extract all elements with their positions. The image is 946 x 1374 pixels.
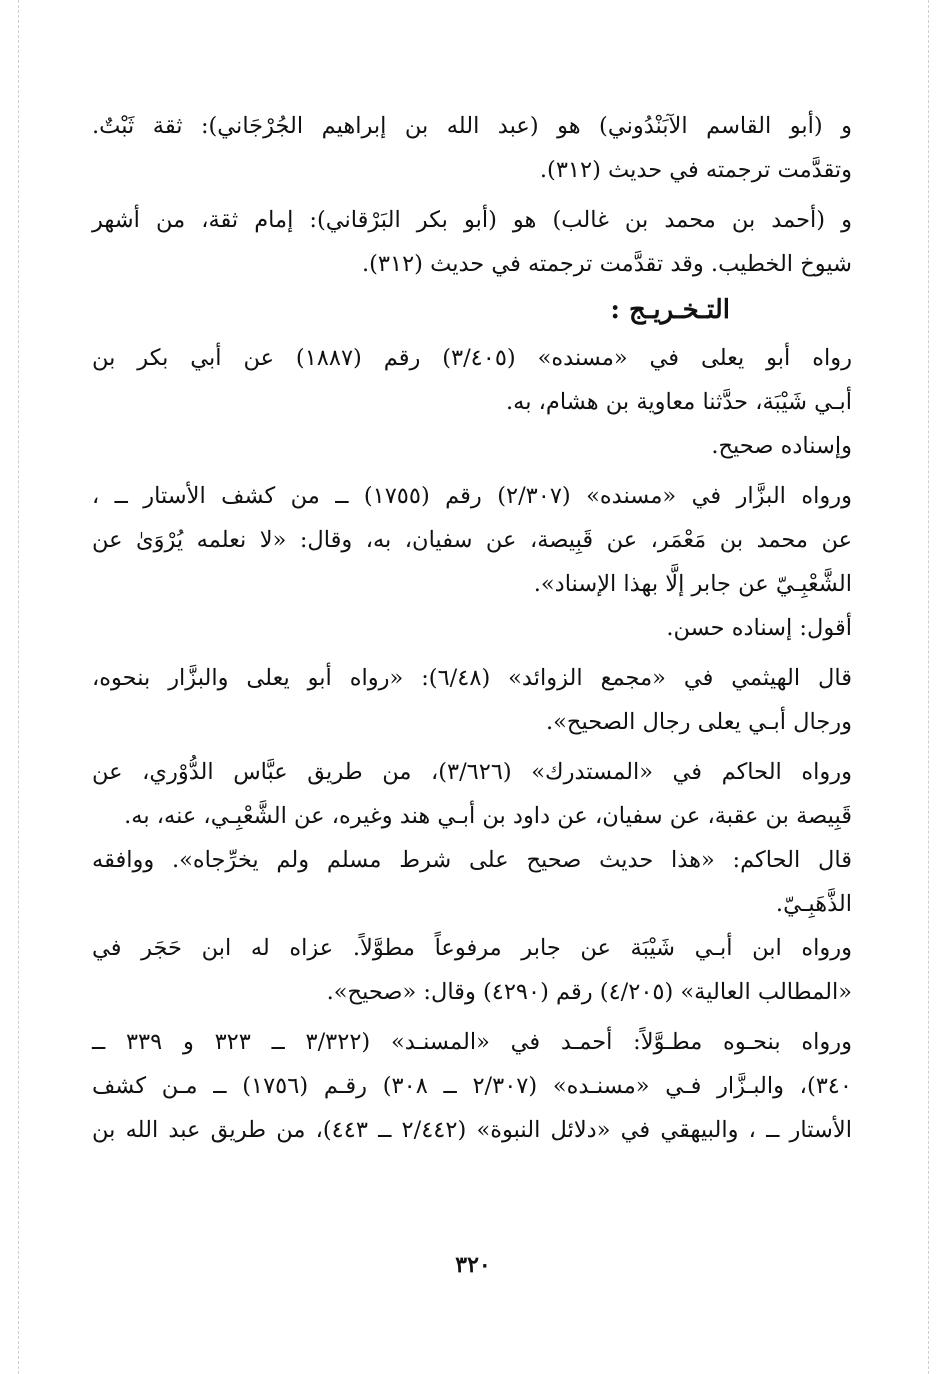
text-line: ورواه ابن أبـي شَيْبَة عن جابر مرفوعاً مطوَّلاً. عزاه له ابن حَجَر في — [92, 935, 852, 961]
text-line: ورجال أبـي يعلى رجال الصحيح». — [546, 709, 852, 735]
text-line: وتقدَّمت ترجمته في حديث (٣١٢). — [539, 157, 852, 183]
text-line: ورواه البزَّار في «مسنده» (٢/٣٠٧) رقم (١٧٥٥) ــ من كشف الأستار ــ ، — [92, 483, 852, 509]
text-line: رواه أبو يعلى في «مسنده» (٣/٤٠٥) رقم (١٨٨٧) عن أبي بكر بن — [92, 345, 852, 371]
paragraph-barqani — [92, 198, 852, 286]
text-line: ٣٤٠)، والبـزَّار فـي «مسنـده» (٢/٣٠٧ ــ ٣٠٨) رقـم (١٧٥٦) ــ مـن كشف — [92, 1073, 852, 1099]
paragraph-isnad-sahih — [92, 424, 852, 468]
page-body — [92, 104, 852, 1152]
text-line: الأستار ــ ، والبيهقي في «دلائل النبوة» (٢/٤٤٢ ــ ٤٤٣)، من طريق عبد الله بن — [92, 1117, 852, 1143]
right-margin-rule — [928, 0, 929, 1374]
section-heading-takhrij: التـخـريـج : — [610, 295, 730, 325]
text-line: و (أحمد بن محمد بن غالب) هو (أبو بكر البَرْقاني): إمام ثقة، من أشهر — [92, 207, 852, 233]
text-line: ورواه بنحـوه مطـوَّلاً: أحمـد في «المسنـد» (٣/٣٢٢ ــ ٣٢٣ و ٣٣٩ ــ — [92, 1029, 852, 1055]
paragraph-abu-yala — [92, 336, 852, 424]
left-margin-rule — [18, 0, 19, 1374]
paragraph-haythami — [92, 656, 852, 744]
page-number: ٣٢٠ — [455, 1252, 491, 1278]
text-line: أبـي شَيْبَة، حدَّثنا معاوية بن هشام، به. — [506, 389, 852, 415]
text-line: قال الهيثمي في «مجمع الزوائد» (٦/٤٨): «رواه أبو يعلى والبزَّار بنحوه، — [92, 665, 852, 691]
text-line: شيوخ الخطيب. وقد تقدَّمت ترجمته في حديث (٣١٢). — [361, 251, 852, 277]
text-line: الذَّهَبِـيّ. — [775, 891, 852, 917]
paragraph-hakim-statement — [92, 838, 852, 926]
paragraph-bazzar — [92, 474, 852, 606]
text-line: قَبِيصة بن عقبة، عن سفيان، عن داود بن أبـي هند وغيره، عن الشَّعْبِـي، عنه، به. — [124, 803, 852, 829]
text-line: قال الحاكم: «هذا حديث صحيح على شرط مسلم ولم يخرِّجاه». ووافقه — [92, 847, 852, 873]
text-line: ورواه الحاكم في «المستدرك» (٣/٦٢٦)، من طريق عبَّاس الدُّوْري، عن — [92, 759, 852, 785]
text-line: أقول: إسناده حسن. — [666, 615, 852, 641]
paragraph-aqul — [92, 606, 852, 650]
text-line: و (أبو القاسم الآبَنْدُوني) هو (عبد الله بن إبراهيم الجُرْجَاني): ثقة ثَبْتٌ. — [92, 113, 852, 139]
paragraph-abandouni — [92, 104, 852, 192]
text-line: «المطالب العالية» (٤/٢٠٥) رقم (٤٢٩٠) وقال: «صحيح». — [326, 979, 852, 1005]
text-line: عن محمد بن مَعْمَر، عن قَبِيصة، عن سفيان، به، وقال: «لا نعلمه يُرْوَىٰ عن — [92, 527, 852, 553]
text-line: وإسناده صحيح. — [711, 433, 852, 459]
paragraph-ahmad-musnad — [92, 1020, 852, 1152]
text-line: الشَّعْبِـيّ عن جابر إلَّا بهذا الإسناد». — [533, 571, 852, 597]
paragraph-ibn-abi-shayba — [92, 926, 852, 1014]
paragraph-hakim-mustadrak — [92, 750, 852, 838]
